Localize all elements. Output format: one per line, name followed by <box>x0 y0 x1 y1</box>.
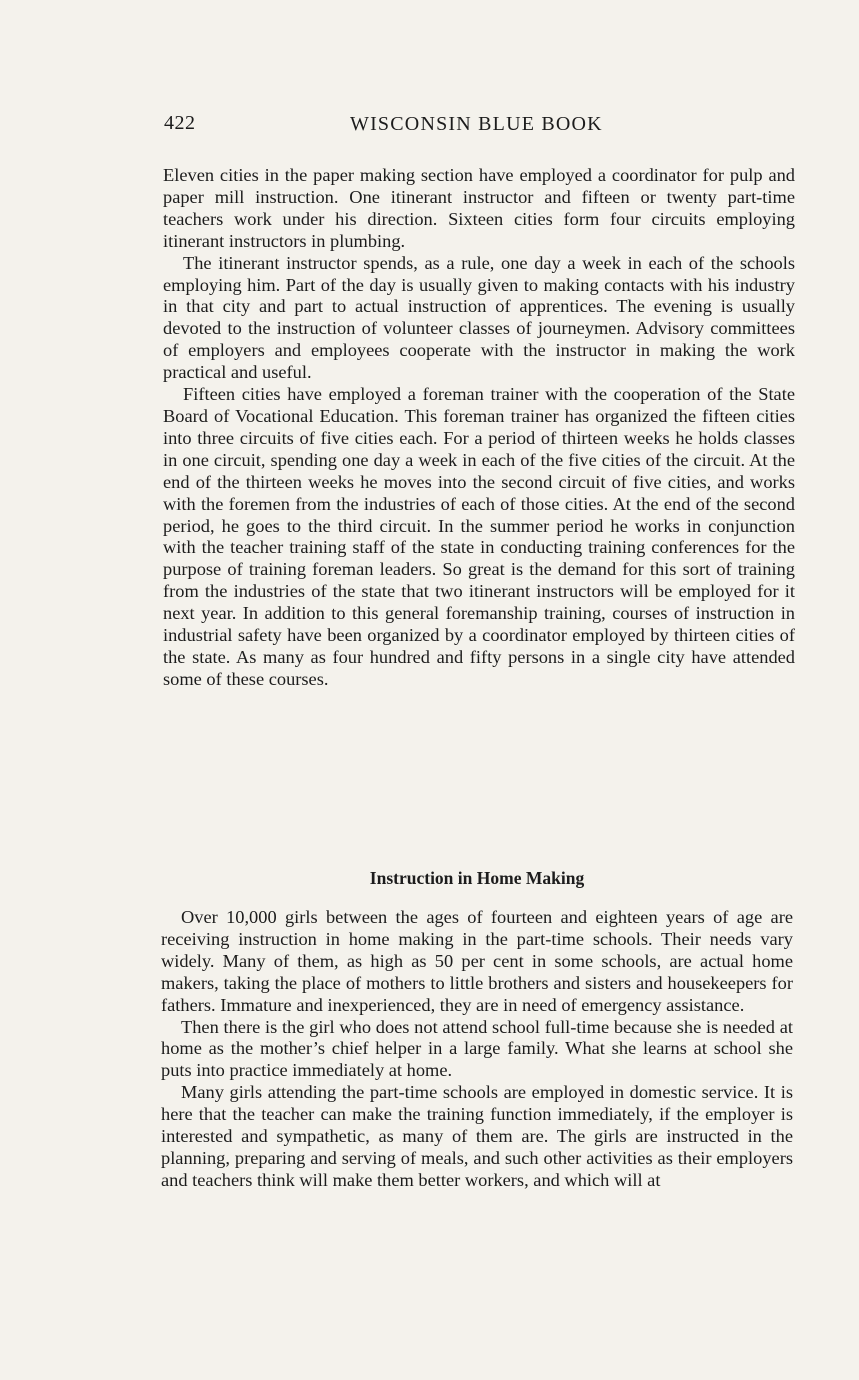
home-making-section <box>161 838 793 1192</box>
section-heading: Instruction in Home Making <box>369 868 585 888</box>
paragraph-foreman-trainer: Fifteen cities have employed a foreman trainer with the cooperation of the State Board of Vocational Education. This foreman trainer has organized the fifteen cities into three circuits of five cities each. For a period of thirteen weeks he holds classes in one circuit, spending one day a week in each of the five cities of the circuit. At the end of the thirteen weeks he moves into the second circuit of five cities, and works with the foremen from the industries of each of those cities. At the end of the second period, he goes to the third circuit. In the summer period he works in conjunction with the teacher training staff of the state in conducting training conferences for the purpose of training foreman leaders. So great is the demand for this sort of training from the industries of the state that two itinerant instructors will be employed for it next year. In addition to this general foremanship training, courses of instruction in industrial safety have been organized by a coordinator employed by thirteen cities of the state. As many as four hundred and fifty persons in a single city have attended some of these courses. <box>163 384 795 689</box>
page-number: 422 <box>164 112 196 134</box>
paragraph-mothers-helper: Then there is the girl who does not attend school full-time because she is needed at home as the mother’s chief helper in a large family. What she learns at school she puts into practice immediately at home. <box>161 1016 793 1081</box>
paragraph-itinerant-instructor: The itinerant instructor spends, as a rule, one day a week in each of the schools employing him. Part of the day is usually given to making contacts with his industry in that city and part to actual instruction of apprentices. The evening is usually devoted to the instruction of volunteer classes of journeymen. Advisory committees of employers and employees cooperate with the instructor in making the work practical and useful. <box>163 252 795 383</box>
paragraph-coordinator: Eleven cities in the paper making section have employed a coordinator for pulp and paper mill instruction. One itinerant instructor and fifteen or twenty part-time teachers work under his direction. Sixteen cities form four circuits employing itinerant instructors in plumbing. <box>163 165 795 251</box>
running-title: WISCONSIN BLUE BOOK <box>350 113 603 135</box>
paragraph-home-makers: Over 10,000 girls between the ages of fourteen and eighteen years of age are receiving instruction in home making in the part-time schools. Their needs vary widely. Many of them, as high as 50 per cent in some schools, are actual home makers, taking the place of mothers to little brothers and sisters and housekeepers for fathers. Immature and inexperienced, they are in need of emergency assistance. <box>161 907 793 1015</box>
paragraph-domestic-service: Many girls attending the part-time schools are employed in domestic service. It is here that the teacher can make the training function immediately, if the employer is interested and sympathetic, as many of them are. The girls are instructed in the planning, preparing and serving of meals, and such other activities as their employers and teachers think will make them better workers, and which will at <box>161 1082 793 1190</box>
running-head <box>164 112 796 142</box>
body-text-top <box>163 165 795 691</box>
